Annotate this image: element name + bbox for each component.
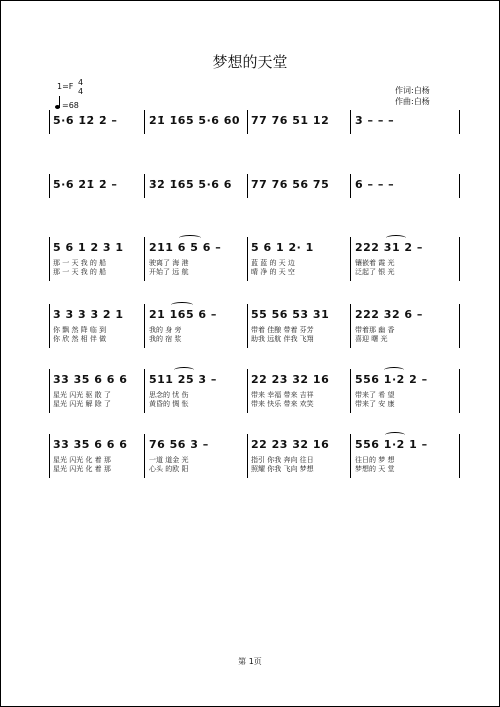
lyric-line-2: 星光 闪光 化 着 那 [53,465,111,473]
barline [350,304,351,348]
slur-mark [386,235,406,241]
measure-notes: 33 35 6 6 6 [53,373,128,386]
measure-notes: 556 1·2 2 – [355,373,428,386]
barline [49,369,50,413]
lyricist-credit: 作词:白杨 [395,86,430,95]
tempo-value: =68 [62,101,79,110]
measure-notes: 77 76 51 12 [251,114,330,127]
barline [459,434,460,478]
barline [350,369,351,413]
lyric-line-2: 你 欣 然 相 伴 做 [53,335,107,343]
barline [350,434,351,478]
measure-notes: 77 76 56 75 [251,178,330,191]
barline [350,174,351,198]
barline [247,304,248,348]
slur-mark [385,432,405,438]
lyric-line-1: 那 一 天 我 的 船 [53,259,107,267]
lyric-line-2: 心头 的欧 阳 [149,465,189,473]
barline [49,110,50,134]
barline [144,237,145,281]
measure-notes: 5·6 1̇2̇ 2̇ – [53,114,118,127]
measure-notes: 222 31 2 – [355,241,423,254]
lyric-line-2: 那 一 天 我 的 船 [53,268,107,276]
measure-notes: 33 35 6 6 6 [53,438,128,451]
barline [350,110,351,134]
barline [247,110,248,134]
lyric-line-2: 星光 闪光 解 除 了 [53,400,111,408]
measure-notes: 511 25 3 – [149,373,217,386]
barline [459,174,460,198]
measure-notes: 556 1·2 1 – [355,438,428,451]
lyric-line-1: 带着那 幽 香 [355,326,395,334]
measure-notes: 3̇2̇ 1̇65 5·6 6 [149,178,232,191]
barline [247,369,248,413]
lyric-line-2: 带来 快乐 带来 欢笑 [251,400,314,408]
barline [49,237,50,281]
composer-credit: 作曲:白杨 [395,97,430,106]
lyric-line-2: 助我 远航 伴我 飞翔 [251,335,314,343]
barline [144,110,145,134]
measure-notes: 222 32 6 – [355,308,423,321]
lyric-line-1: 星光 闪光 化 着 那 [53,456,111,464]
measure-notes: 5 6 1 2 3 1 [53,241,124,254]
barline [247,237,248,281]
barline [247,434,248,478]
song-title: 梦想的天堂 [212,53,288,71]
quarter-note-icon [55,96,61,110]
barline [49,304,50,348]
lyric-line-2: 照耀 你我 飞向 梦想 [251,465,314,473]
lyric-line-2: 泛起了 银 光 [355,268,395,276]
measure-notes: 21 165 6 – [149,308,217,321]
measure-notes: 6 – – – [355,178,395,191]
lyric-line-2: 喜迎 曙 光 [355,335,388,343]
lyric-line-1: 往日的 梦 想 [355,456,395,464]
measure-notes: 3 3 3 3 2 1 [53,308,124,321]
barline [459,110,460,134]
barline [459,237,460,281]
slur-mark [179,235,201,241]
lyric-line-1: 镶嵌着 霞 光 [355,259,395,267]
barline [350,237,351,281]
slur-mark [174,367,194,373]
time-signature [78,78,83,96]
slur-mark [384,367,404,373]
lyric-line-1: 思念的 忧 伤 [149,391,189,399]
measure-notes: 211 6 5 6 – [149,241,222,254]
slur-mark [171,302,193,308]
lyric-line-1: 星光 闪光 驱 散 了 [53,391,111,399]
barline [459,304,460,348]
measure-notes: 2̇1̇ 1̇65 5·6 60 [149,114,241,127]
lyric-line-1: 带来了 希 望 [355,391,395,399]
barline [144,434,145,478]
measure-notes: 3 – – – [355,114,395,127]
measure-notes: 5·6 2̇1̇ 2̇ – [53,178,118,191]
measure-notes: 55 56 53 31 [251,308,330,321]
barline [144,174,145,198]
lyric-line-1: 带着 佳酿 带着 芬芳 [251,326,314,334]
lyric-line-1: 蓝 蓝 的 天 边 [251,259,295,267]
lyric-line-2: 我的 宿 浆 [149,335,182,343]
lyric-line-2: 开始了 远 航 [149,268,189,276]
measure-notes: 5 6 1 2· 1 [251,241,314,254]
measure-notes: 22 23 32 16 [251,438,330,451]
lyric-line-1: 驶离了 海 港 [149,259,189,267]
lyric-line-1: 指引 你我 奔向 往日 [251,456,314,464]
barline [49,174,50,198]
lyric-line-2: 黄昏的 惆 怅 [149,400,189,408]
lyric-line-2: 梦想的 天 堂 [355,465,395,473]
barline [247,174,248,198]
tempo-mark [55,96,79,110]
barline [49,434,50,478]
lyric-line-1: 我的 身 旁 [149,326,182,334]
meter-bottom: 4 [78,87,84,96]
meter-top: 4 [78,78,84,87]
measure-notes: 22 23 32 16 [251,373,330,386]
lyric-line-2: 晴 净 的 天 空 [251,268,295,276]
lyric-line-2: 带来了 安 康 [355,400,395,408]
lyric-line-1: 你 飘 然 降 临 到 [53,326,107,334]
measure-notes: 76 56 3 – [149,438,209,451]
key-signature: 1=F [57,82,74,91]
barline [459,369,460,413]
page-number: 第 1页 [238,657,262,666]
barline [144,304,145,348]
barline [144,369,145,413]
lyric-line-1: 一道 道金 光 [149,456,189,464]
lyric-line-1: 带来 幸福 带来 吉祥 [251,391,314,399]
